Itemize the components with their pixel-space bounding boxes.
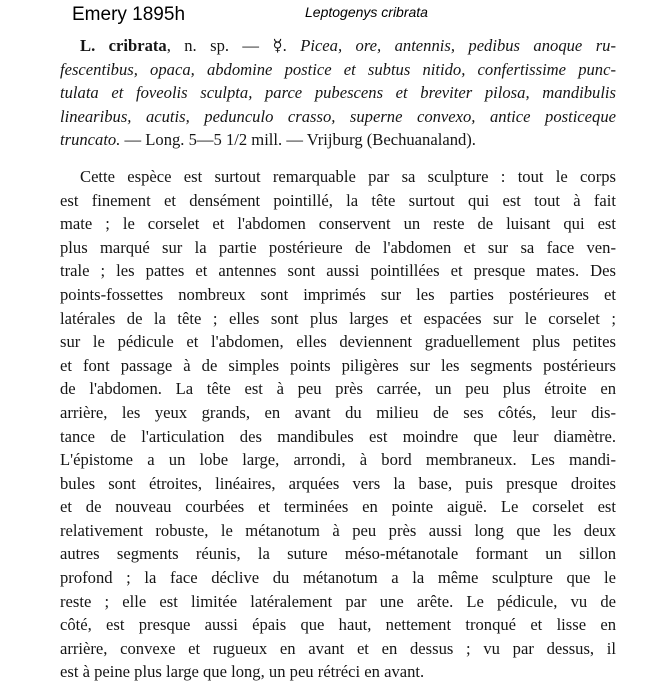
description-line: de l'abdomen. La tête est à peu près carrée, un peu plus étroite en (60, 379, 616, 399)
description-line: reste ; elle est limitée latéralement par une arête. Le pédicule, vu de (60, 591, 616, 611)
description-line: plus marqué sur la partie postérieure de l'abdomen et sur sa face ven- (60, 237, 616, 257)
description-line: points-fossettes nombreux sont imprimés sur les parties postérieures et (60, 284, 616, 304)
description-line: arrière, convexe et rugueux en avant et en dessus ; vu par dessus, il (60, 638, 616, 658)
description-line: trale ; les pattes et antennes sont aussi pointillées et presque mates. Des (60, 261, 616, 281)
species-designation: , n. sp. — ☿. (166, 36, 287, 55)
description-line: sur le pédicule et l'abdomen, elles deviennent graduellement plus petites (60, 332, 616, 352)
diagnosis-paragraph (60, 34, 616, 152)
description-line: bules sont étroites, linéaires, arquées vers la base, puis presque droites (60, 473, 616, 493)
description-line: côté, est presque aussi épais que haut, nettement tronqué et lisse en (60, 615, 616, 635)
diagnosis-final-word: truncato. (60, 130, 121, 150)
taxon-label: Leptogenys cribrata (305, 4, 428, 20)
description-line: autres segments réunis, la suture méso-métanotale formant un sillon (60, 544, 616, 564)
description-line: mate ; le corselet et l'abdomen conservent un reste de luisant qui est (60, 214, 616, 234)
diagnosis-line: linearibus, acutis, pedunculo crasso, superne convexo, antice posticeque (60, 106, 616, 126)
diagnosis-line: fescentibus, opaca, abdomine postice et subtus nitido, confertissime punc- (60, 59, 616, 79)
diagnosis-line (60, 128, 616, 152)
description-paragraph (60, 165, 616, 684)
species-name: L. cribrata (80, 36, 167, 55)
description-line: L'épistome a un lobe large, arrondi, à bord membraneux. Les mandi- (60, 450, 616, 470)
description-line: et font passage à de simples points piligères sur les segments postérieurs (60, 355, 616, 375)
description-line: Cette espèce est surtout remarquable par sa sculpture : tout le corps (80, 166, 616, 186)
description-line: arrière, les yeux grands, en avant du milieu de ses côtés, leur dis- (60, 402, 616, 422)
page-header (0, 0, 658, 34)
description-line: latérales de la tête ; elles sont plus larges et espacées sur le corselet ; (60, 308, 616, 328)
diagnosis-line: tulata et foveolis sculpta, parce pubescens et breviter pilosa, mandibulis (60, 83, 616, 103)
measurements-locality: — Long. 5—5 1/2 mill. — Vrijburg (Bechuanaland). (120, 130, 476, 150)
diagnosis-text: Picea, ore, antennis, pedibus anoque ru- (286, 36, 616, 55)
description-line: est à peine plus large que long, un peu rétréci en avant. (60, 662, 425, 682)
description-line: relativement robuste, le métanotum à peu près aussi long que les deux (60, 520, 616, 540)
description-line: est finement et densément pointillé, la tête surtout qui est tout à fait (60, 190, 616, 210)
article-body (60, 34, 616, 684)
description-line: tance de l'articulation des mandibules est moindre que leur diamètre. (60, 426, 616, 446)
diagnosis-line (60, 34, 616, 58)
description-line: et de nouveau courbées et terminées en pointe aiguë. Le corselet est (60, 497, 616, 517)
description-line: profond ; la face déclive du métanotum a la même sculpture que le (60, 568, 616, 588)
citation-label: Emery 1895h (72, 4, 186, 25)
